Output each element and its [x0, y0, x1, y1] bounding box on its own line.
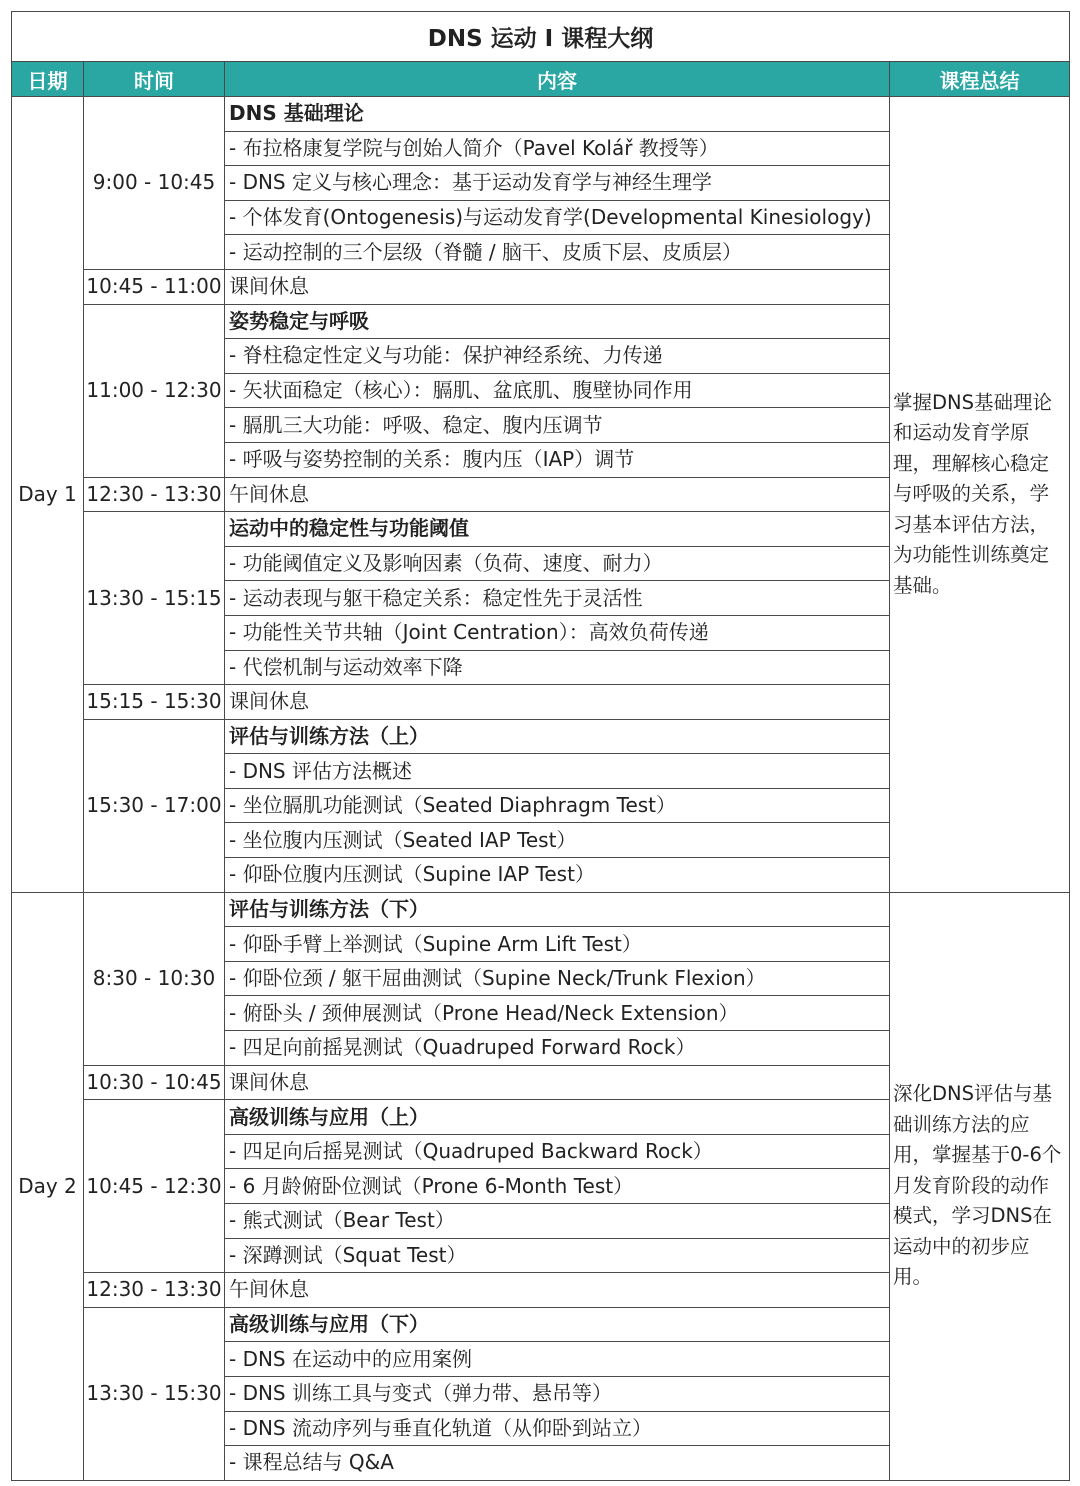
content-item: - 四足向后摇晃测试（Quadruped Backward Rock） — [225, 1134, 890, 1169]
content-item: - DNS 评估方法概述 — [225, 754, 890, 789]
course-schedule-table — [11, 11, 1070, 1481]
time-slot: 15:15 - 15:30 — [84, 685, 225, 720]
content-item: - 个体发育(Ontogenesis)与运动发育学(Developmental Kinesiology) — [225, 200, 890, 235]
header-day: 日期 — [12, 62, 84, 97]
time-slot: 9:00 - 10:45 — [84, 97, 225, 270]
header-time: 时间 — [84, 62, 225, 97]
content-item: - DNS 定义与核心理念：基于运动发育学与神经生理学 — [225, 166, 890, 201]
header-content: 内容 — [225, 62, 890, 97]
content-item: - 深蹲测试（Squat Test） — [225, 1238, 890, 1273]
time-slot: 10:45 - 11:00 — [84, 269, 225, 304]
content-item: - 仰卧手臂上举测试（Supine Arm Lift Test） — [225, 927, 890, 962]
time-slot: 12:30 - 13:30 — [84, 1273, 225, 1308]
content-item: - 课程总结与 Q&A — [225, 1446, 890, 1481]
header-summary: 课程总结 — [890, 62, 1070, 97]
time-slot: 10:45 - 12:30 — [84, 1100, 225, 1273]
content-item: - DNS 流动序列与垂直化轨道（从仰卧到站立） — [225, 1411, 890, 1446]
table-row — [12, 892, 1070, 927]
content-item: - DNS 在运动中的应用案例 — [225, 1342, 890, 1377]
section-heading: DNS 基础理论 — [225, 97, 890, 132]
section-heading: 姿势稳定与呼吸 — [225, 304, 890, 339]
content-item: - 6 月龄俯卧位测试（Prone 6-Month Test） — [225, 1169, 890, 1204]
time-slot: 15:30 - 17:00 — [84, 719, 225, 892]
table-title: DNS 运动 I 课程大纲 — [12, 12, 1070, 62]
content-item: - 矢状面稳定（核心）：膈肌、盆底肌、腹壁协同作用 — [225, 373, 890, 408]
section-heading: 运动中的稳定性与功能阈值 — [225, 512, 890, 547]
time-slot: 13:30 - 15:30 — [84, 1307, 225, 1480]
schedule-container — [11, 11, 1069, 1481]
time-slot: 11:00 - 12:30 — [84, 304, 225, 477]
content-item: - 坐位腹内压测试（Seated IAP Test） — [225, 823, 890, 858]
content-item: - 仰卧位腹内压测试（Supine IAP Test） — [225, 858, 890, 893]
content-item: - 四足向前摇晃测试（Quadruped Forward Rock） — [225, 1031, 890, 1066]
content-item: - 仰卧位颈 / 躯干屈曲测试（Supine Neck/Trunk Flexion） — [225, 961, 890, 996]
table-row — [12, 97, 1070, 132]
header-row — [12, 62, 1070, 97]
content-item: - 膈肌三大功能：呼吸、稳定、腹内压调节 — [225, 408, 890, 443]
content-item: - 俯卧头 / 颈伸展测试（Prone Head/Neck Extension） — [225, 996, 890, 1031]
day-label: Day 1 — [12, 97, 84, 893]
content-item: 课间休息 — [225, 685, 890, 720]
content-item: - 布拉格康复学院与创始人简介（Pavel Kolář 教授等） — [225, 131, 890, 166]
content-item: - 运动控制的三个层级（脊髓 / 脑干、皮质下层、皮质层） — [225, 235, 890, 270]
content-item: - 功能阈值定义及影响因素（负荷、速度、耐力） — [225, 546, 890, 581]
day-summary: 掌握DNS基础理论和运动发育学原理，理解核心稳定与呼吸的关系，学习基本评估方法，为功能性训练奠定基础。 — [890, 97, 1070, 893]
content-item: - DNS 训练工具与变式（弹力带、悬吊等） — [225, 1376, 890, 1411]
day-summary: 深化DNS评估与基础训练方法的应用，掌握基于0-6个月发育阶段的动作模式，学习DNS在运动中的初步应用。 — [890, 892, 1070, 1480]
content-item: - 运动表现与躯干稳定关系：稳定性先于灵活性 — [225, 581, 890, 616]
schedule-body — [12, 97, 1070, 1481]
content-item: - 呼吸与姿势控制的关系：腹内压（IAP）调节 — [225, 442, 890, 477]
time-slot: 8:30 - 10:30 — [84, 892, 225, 1065]
content-item: - 代偿机制与运动效率下降 — [225, 650, 890, 685]
content-item: - 功能性关节共轴（Joint Centration）：高效负荷传递 — [225, 615, 890, 650]
content-item: 课间休息 — [225, 1065, 890, 1100]
time-slot: 12:30 - 13:30 — [84, 477, 225, 512]
section-heading: 评估与训练方法（上） — [225, 719, 890, 754]
content-item: - 脊柱稳定性定义与功能：保护神经系统、力传递 — [225, 339, 890, 374]
content-item: - 熊式测试（Bear Test） — [225, 1204, 890, 1239]
content-item: 午间休息 — [225, 477, 890, 512]
content-item: 午间休息 — [225, 1273, 890, 1308]
section-heading: 高级训练与应用（下） — [225, 1307, 890, 1342]
content-item: 课间休息 — [225, 269, 890, 304]
section-heading: 高级训练与应用（上） — [225, 1100, 890, 1135]
section-heading: 评估与训练方法（下） — [225, 892, 890, 927]
time-slot: 13:30 - 15:15 — [84, 512, 225, 685]
time-slot: 10:30 - 10:45 — [84, 1065, 225, 1100]
day-label: Day 2 — [12, 892, 84, 1480]
content-item: - 坐位膈肌功能测试（Seated Diaphragm Test） — [225, 788, 890, 823]
